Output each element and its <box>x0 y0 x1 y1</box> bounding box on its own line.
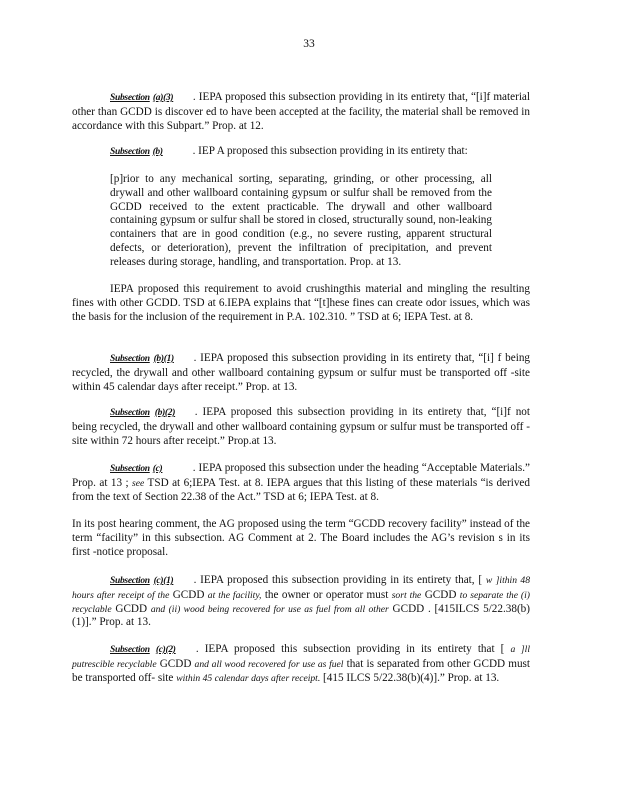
subsection-ref: (b)(2) <box>154 408 176 418</box>
subsection-label: Subsection <box>110 408 150 418</box>
paragraph-subsection-b1 <box>72 352 530 394</box>
paragraph-text: . IEPA proposed this subsection under the heading “Acceptable Materials.” Prop. at 13 ; <box>72 462 530 489</box>
subsection-label: Subsection <box>110 93 150 103</box>
paragraph-text: GCDD <box>111 602 151 615</box>
paragraph-text: [415 ILCS 5/22.38(b)(4)].” Prop. at 13. <box>320 671 500 684</box>
paragraph-subsection-c1 <box>72 574 530 630</box>
statutory-italic-text: w ]ithin 48 hours after receipt of the <box>72 575 531 601</box>
paragraph-subsection-c <box>72 462 530 504</box>
subsection-label: Subsection <box>110 464 150 474</box>
paragraph-text: . IEPA proposed this subsection providing in its entirety that [ <box>195 643 511 655</box>
statutory-italic-text: at the facility, <box>207 589 262 601</box>
paragraph-text: . IEPA proposed this subsection providing in its entirety that, [ <box>193 574 486 586</box>
paragraph-text: . IEPA proposed this subsection providing in its entirety that, “[i]f material other than GCDD is discover ed to have been accepted at the facility, the material shall be removed in accordance with this Subpart.” Prop. at 12. <box>72 91 531 132</box>
paragraph-text: GCDD <box>156 657 195 670</box>
paragraph-requirement-rationale <box>72 283 530 324</box>
subsection-label: Subsection <box>110 576 150 586</box>
paragraph-subsection-b2 <box>72 406 530 448</box>
paragraph-subsection-b <box>72 145 530 160</box>
statutory-italic-text: sort the <box>391 589 422 601</box>
paragraph-text: In its post hearing comment, the AG proposed using the term “GCDD recovery facility” instead of the term “facility” in this subsection. AG Comment at 2. The Board includes the AG’s revision s in its first -notice proposal. <box>72 518 530 558</box>
subsection-ref: (c)(1) <box>153 576 174 586</box>
statutory-italic-text: and all wood recovered for use as fuel <box>194 658 344 670</box>
paragraph-text: that is separated from other GCDD must be transported off- site <box>72 657 530 684</box>
paragraph-text: . IEP A proposed this subsection providing in its entirety that: <box>192 145 468 157</box>
see-signal: see <box>132 477 145 489</box>
paragraph-ag-comment <box>72 518 530 559</box>
statutory-italic-text: to separate the (i) recyclable <box>72 589 530 615</box>
block-quote <box>110 173 492 270</box>
statutory-italic-text: and (ii) wood being recovered for use as fuel from all other <box>150 603 389 615</box>
paragraph-text: . IEPA proposed this subsection providing in its entirety that, “[i] f being recycled, the drywall and other wallboard containing gypsum or sulfur must be transported off -site within 45 calendar days after receipt.” Prop. at 13. <box>72 352 531 393</box>
subsection-label: Subsection <box>110 354 150 364</box>
paragraph-subsection-a3 <box>72 91 530 133</box>
subsection-ref: (a)(3) <box>152 93 174 103</box>
paragraph-text: GCDD . [415ILCS 5/22.38(b)(1)].” Prop. at 13. <box>72 602 530 629</box>
paragraph-text: GCDD <box>169 588 208 601</box>
statutory-italic-text: a ]ll putrescible recyclable <box>72 644 531 670</box>
subsection-ref: (b) <box>152 147 163 157</box>
paragraph-text: the owner or operator must <box>261 588 392 601</box>
subsection-ref: (c) <box>152 464 163 474</box>
statutory-italic-text: within 45 calendar days after receipt. <box>176 672 321 684</box>
subsection-label: Subsection <box>110 147 150 157</box>
paragraph-text: TSD at 6;IEPA Test. at 8. IEPA argues that this listing of these materials “is derived from the text of Section 22.38 of the Act.” TSD at 6; IEPA Test. at 8. <box>72 476 530 503</box>
paragraph-subsection-c2 <box>72 643 530 685</box>
subsection-ref: (c)(2) <box>155 645 176 655</box>
paragraph-text: . IEPA proposed this subsection providing in its entirety that, “[i]f not being recycled, the drywall and other wallboard containing gypsum or sulfur must be transported off -site within 72 hours after receipt.” Prop.at 13. <box>72 406 531 447</box>
subsection-label: Subsection <box>110 645 150 655</box>
paragraph-text: IEPA proposed this requirement to avoid crushingthis material and mingling the resulting fines with other GCDD. TSD at 6.IEPA explains that “[t]hese fines can create odor issues, which was the basis for the inclusion of the requirement in P.A. 102.310. ” TSD at 6; IEPA Test. at 8. <box>72 283 530 323</box>
paragraph-text: GCDD <box>421 588 460 601</box>
page-number: 33 <box>303 38 315 50</box>
subsection-ref: (b)(1) <box>153 354 174 364</box>
quote-text: [p]rior to any mechanical sorting, separating, grinding, or other processing, all drywall and other wallboard containing gypsum or sulfur shall be removed from the GCDD received to the extent practicable. The drywall and other wallboard containing gypsum or sulfur shall be stored in closed, structurally sound, non-leaking containers that are in good condition (e.g., no severe rusting, apparent structural defects, or deterioration), prevent the infiltration of precipitation, and prevent releases during storage, handling, and transportation. Prop. at 13. <box>110 173 492 268</box>
